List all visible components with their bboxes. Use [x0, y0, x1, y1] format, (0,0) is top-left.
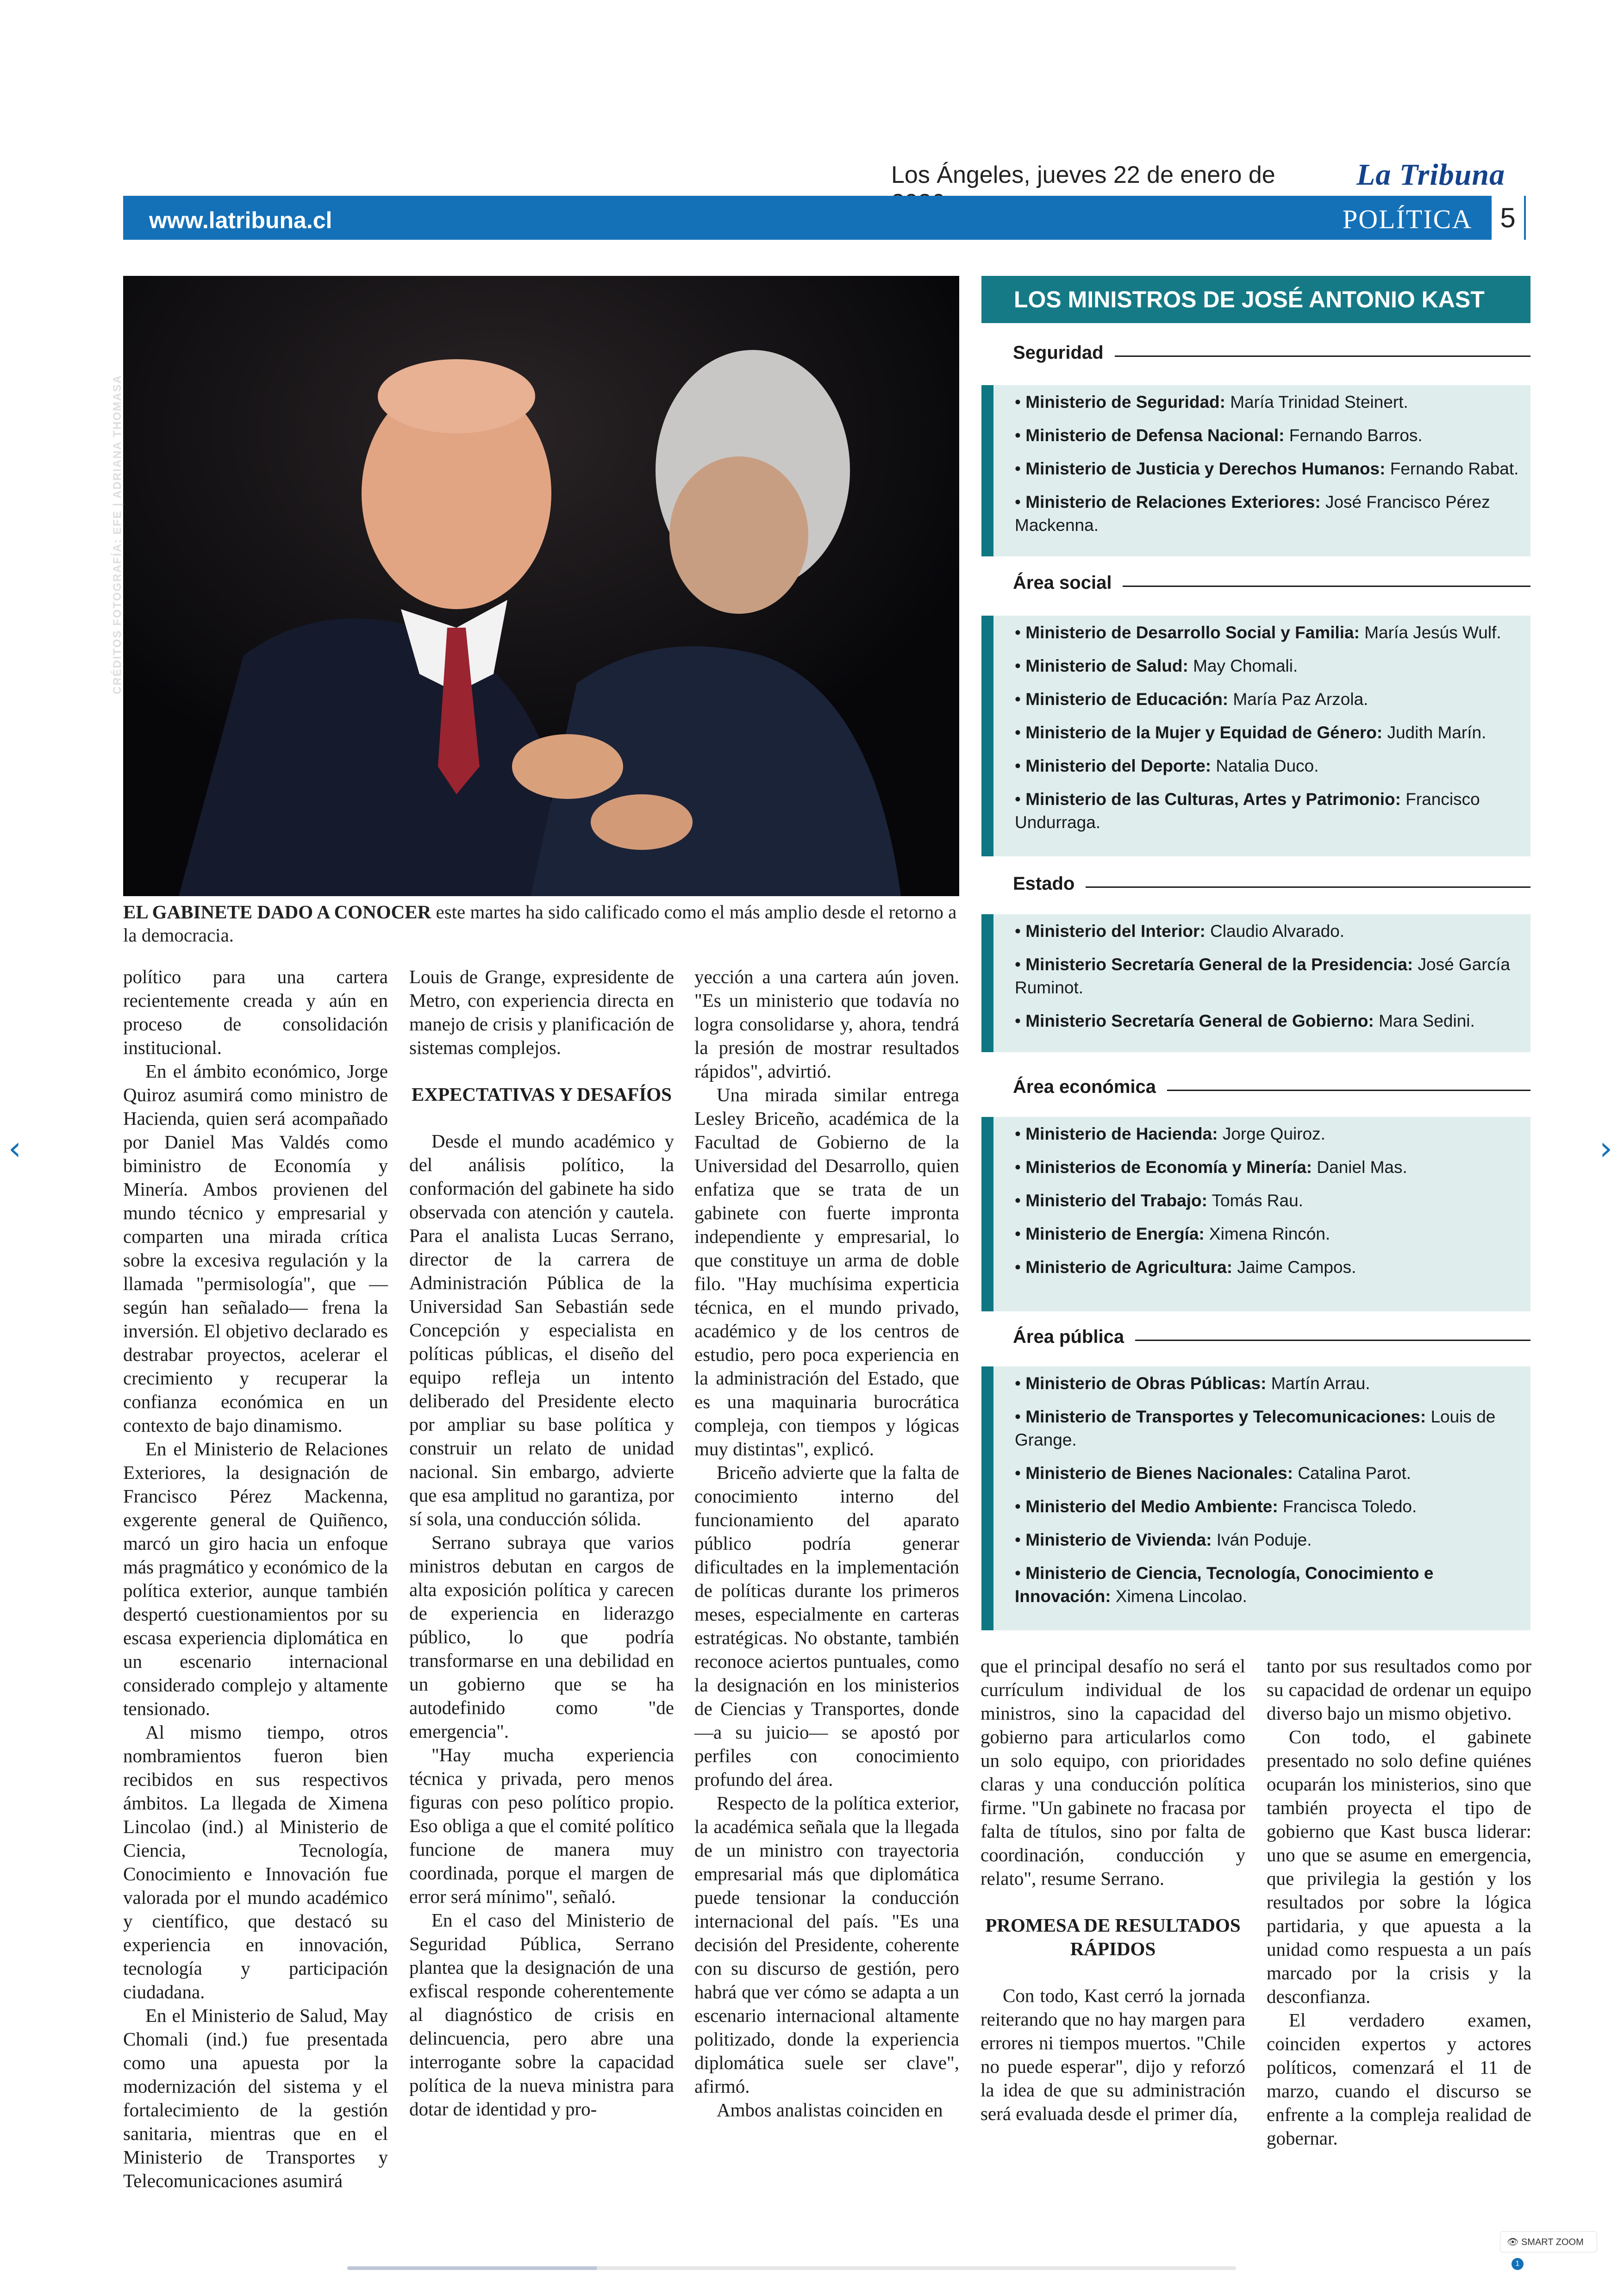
ministry-name: Ministerio de Agricultura:	[1025, 1258, 1233, 1277]
bullet-icon: •	[1015, 1374, 1026, 1393]
ministers-group	[981, 914, 1530, 1052]
next-page-arrow-icon[interactable]: ›	[1599, 1129, 1612, 1167]
minister-entry	[1015, 788, 1520, 834]
article-paragraph: Con todo, el gabinete presentado no solo define quiénes ocuparán los ministerios, sino que también proyecta el tipo de gobierno que Kast busca liderar: uno que se asume en emergencia, que privilegia la gestión y los resultados por sobre la lógica partidaria, y que apuesta a la unidad como respuesta a un país marcado por la crisis y la desconfianza.	[1267, 1726, 1531, 2007]
article-paragraph: yección a una cartera aún joven. "Es un ministerio que todavía no logra consolidarse y, ahora, tendrá la presión de mostrar resultados rápidos", advirtió.	[694, 966, 959, 1082]
ministry-name: Ministerio de Educación:	[1025, 690, 1229, 709]
minister-entry	[1015, 457, 1520, 480]
article-paragraph: Briceño advierte que la falta de conocimiento interno del funcionamiento del aparato público podría generar dificultades en la implementación de políticas durante los primeros meses, especialmente en carteras estratégicas. No obstante, también reconoce aciertos puntuales, como la designación en los ministerios de Ciencias y Transportes, donde —a su juicio— se apostó por perfiles con conocimiento profundo del área.	[694, 1462, 959, 1790]
bullet-icon: •	[1015, 756, 1026, 775]
bullet-icon: •	[1015, 690, 1026, 709]
article-paragraph: que el principal desafío no será el currículum individual de los ministros, sino la capacidad del gobierno para articularlos como un solo equipo, con prioridades claras y una conducción política firme. "Un gabinete no fracasa por falta de títulos, sino por falta de coordinación, conducción y relato", resume Serrano.	[981, 1655, 1245, 1889]
zoom-badge: 1	[1512, 2258, 1524, 2270]
previous-page-arrow-icon[interactable]: ‹	[8, 1129, 21, 1167]
article-paragraph: El verdadero examen, coinciden expertos y actores políticos, comenzará el 11 de marzo, cuando el discurso se enfrente a la compleja realidad de gobernar.	[1267, 2009, 1531, 2149]
article-column-4	[981, 1654, 1245, 2126]
ministry-name: Ministerio de Vivienda:	[1025, 1530, 1212, 1549]
minister-name: José García Ruminot.	[1015, 955, 1510, 997]
article-paragraph: Ambos analistas coinciden en	[717, 2099, 943, 2120]
category-rule	[1123, 586, 1530, 587]
smart-zoom-button[interactable]	[1500, 2231, 1597, 2268]
ministry-name: Ministerio Secretaría General de Gobierno:	[1025, 1011, 1374, 1030]
category-heading: Estado	[1013, 873, 1075, 894]
article-column-3	[694, 965, 959, 2122]
article-column-5	[1267, 1654, 1531, 2150]
minister-entry	[1015, 688, 1520, 711]
article-column-1	[123, 965, 388, 2193]
minister-name: María Jesús Wulf.	[1364, 623, 1501, 642]
newspaper-logo: La Tribuna	[1356, 158, 1505, 192]
smart-zoom-label: SMART ZOOM	[1521, 2237, 1584, 2247]
minister-name: Claudio Alvarado.	[1210, 922, 1345, 941]
minister-name: May Chomali.	[1193, 656, 1298, 675]
bullet-icon: •	[1015, 426, 1026, 445]
article-paragraph: En el Ministerio de Relaciones Exteriores, la designación de Francisco Pérez Mackenna, exgerente general de Quiñenco, marcó un giro hacia un enfoque más pragmático y económico de la política exterior, aunque también despertó cuestionamientos por su escasa experiencia diplomática en un escenario internacional considerado complejo y altamente tensionado.	[123, 1438, 388, 1719]
ministry-name: Ministerio del Interior:	[1025, 922, 1206, 941]
minister-entry	[1015, 1528, 1520, 1552]
category-rule	[1115, 355, 1530, 357]
bullet-icon: •	[1015, 393, 1026, 412]
minister-entry	[1015, 1372, 1520, 1395]
article-paragraph: Serrano subraya que varios ministros debutan en cargos de alta exposición política y carecen de experiencia en liderazgo público, lo que podría transformarse en una debilidad en un gobierno que se ha autodefinido como "de emergencia".	[409, 1532, 674, 1742]
minister-name: José Francisco Pérez Mackenna.	[1015, 493, 1490, 535]
article-paragraph: En el ámbito económico, Jorge Quiroz asumirá como ministro de Hacienda, quien será acompañado por Daniel Mas Valdés como biministro de Economía y Minería. Ambos provienen del mundo técnico y empresarial y comparten una mirada crítica sobre la excesiva regulación y la llamada "permisología", que —según han señalado— frena la inversión. El objetivo declarado es destrabar proyectos, acelerar el crecimiento y recuperar la confianza económica en un contexto de bajo dinamismo.	[123, 1060, 388, 1436]
ministry-name: Ministerio de la Mujer y Equidad de Género:	[1025, 723, 1383, 742]
bullet-icon: •	[1015, 623, 1026, 642]
ministry-name: Ministerio de Energía:	[1025, 1224, 1205, 1243]
article-paragraph: En el Ministerio de Salud, May Chomali (ind.) fue presentada como una apuesta por la modernización del sistema y el fortalecimiento de la gestión sanitaria, mientras que en el Ministerio de Transportes y Telecomunicaciones asumirá	[123, 2005, 388, 2191]
ministers-box-title: LOS MINISTROS DE JOSÉ ANTONIO KAST	[981, 276, 1530, 323]
ministry-name: Ministerio de Relaciones Exteriores:	[1025, 493, 1321, 511]
main-photo	[123, 276, 959, 896]
photo-credit: CRÉDITOS FOTOGRAFÍA: EFE | ADRIANA THOMASA	[111, 374, 124, 694]
bullet-icon: •	[1015, 1224, 1026, 1243]
minister-entry	[1015, 1405, 1520, 1452]
bullet-icon: •	[1015, 790, 1026, 809]
bullet-icon: •	[1015, 459, 1026, 478]
article-paragraph: Louis de Grange, expresidente de Metro, con experiencia directa en manejo de crisis y planificación de sistemas complejos.	[409, 966, 674, 1058]
article-paragraph: político para una cartera recientemente creada y aún en proceso de consolidación institucional.	[123, 966, 388, 1058]
page-number: 5	[1492, 196, 1526, 240]
category-rule	[1086, 886, 1530, 888]
minister-name: Tomás Rau.	[1212, 1191, 1303, 1210]
minister-name: Francisco Undurraga.	[1015, 790, 1480, 832]
minister-entry	[1015, 491, 1520, 537]
minister-name: Iván Poduje.	[1216, 1530, 1312, 1549]
minister-entry	[1015, 1256, 1520, 1279]
photo-illustration	[123, 276, 959, 896]
minister-entry	[1015, 1562, 1520, 1608]
article-subheading: PROMESA DE RESULTADOS RÁPIDOS	[985, 1915, 1241, 1959]
minister-entry	[1015, 424, 1520, 447]
article-paragraph: Una mirada similar entrega Lesley Briceño, académica de la Facultad de Gobierno de la Universidad del Desarrollo, quien enfatiza que se trata de un gabinete con fuerte impronta independiente y empresarial, lo que constituye un arma de doble filo. "Hay muchísima experticia técnica, en el mundo privado, académico y de los centros de estudio, pero poca experiencia en la administración del Estado, que es una maquinaria burocrática compleja, con tiempos y lógicas muy distintas", explicó.	[694, 1084, 959, 1459]
bullet-icon: •	[1015, 1497, 1026, 1516]
minister-entry	[1015, 1156, 1520, 1179]
article-paragraph: Respecto de la política exterior, la académica señala que la llegada de un ministro con trayectoria empresarial más que diplomática puede tensionar la conducción internacional del país. "Es una decisión del Presidente, coherente con su discurso de gestión, pero habrá que ver cómo se adapta a un escenario internacional altamente politizado, donde la experiencia diplomática suele ser clave", afirmó.	[694, 1792, 959, 2097]
minister-name: Jaime Campos.	[1237, 1258, 1356, 1277]
bullet-icon: •	[1015, 1564, 1026, 1583]
caption-text: este martes ha sido calificado como el más amplio desde el retorno a la democracia.	[123, 901, 957, 946]
article-paragraph: tanto por sus resultados como por su capacidad de ordenar un equipo diverso bajo un mismo objetivo.	[1267, 1655, 1531, 1724]
category-rule	[1167, 1090, 1530, 1091]
ministry-name: Ministerio de Obras Públicas:	[1025, 1374, 1267, 1393]
ministry-name: Ministerio de Desarrollo Social y Familia:	[1025, 623, 1360, 642]
category-heading: Área social	[1013, 573, 1112, 593]
ministry-name: Ministerios de Economía y Minería:	[1025, 1158, 1312, 1177]
bullet-icon: •	[1015, 1124, 1026, 1143]
minister-entry	[1015, 1189, 1520, 1212]
ministry-name: Ministerio de Bienes Nacionales:	[1025, 1464, 1293, 1483]
category-heading: Área pública	[1013, 1327, 1124, 1347]
bullet-icon: •	[1015, 1191, 1026, 1210]
ministry-name: Ministerio del Deporte:	[1025, 756, 1212, 775]
article-paragraph: Al mismo tiempo, otros nombramientos fueron bien recibidos en sus respectivos ámbitos. La llegada de Ximena Lincolao (ind.) al Ministerio de Ciencia, Tecnología, Conocimiento e Innovación fue valorada por el mundo académico y científico, que destacó su experiencia en innovación, tecnología y participación ciudadana.	[123, 1721, 388, 2002]
minister-name: Martín Arrau.	[1271, 1374, 1370, 1393]
ministry-name: Ministerio de Transportes y Telecomunicaciones:	[1025, 1407, 1426, 1426]
bullet-icon: •	[1015, 656, 1026, 675]
ministry-name: Ministerio del Medio Ambiente:	[1025, 1497, 1278, 1516]
minister-entry	[1015, 1123, 1520, 1146]
article-paragraph: "Hay mucha experiencia técnica y privada, pero menos figuras con peso político propio. Eso obliga a que el comité político funcione de manera muy coordinada, porque el margen de error será mínimo", señaló.	[409, 1744, 674, 1907]
minister-name: Natalia Duco.	[1216, 756, 1319, 775]
photo-caption	[123, 900, 959, 947]
eye-icon: 👁	[1507, 2237, 1519, 2247]
ministers-group	[981, 385, 1530, 556]
bullet-icon: •	[1015, 1158, 1026, 1177]
category-heading: Seguridad	[1013, 343, 1104, 363]
bullet-icon: •	[1015, 1530, 1026, 1549]
dateline: Los Ángeles, jueves 22 de enero de	[891, 162, 1275, 188]
ministry-name: Ministerio de Hacienda:	[1025, 1124, 1218, 1143]
minister-name: Jorge Quiroz.	[1222, 1124, 1325, 1143]
section-name: POLÍTICA	[1343, 204, 1473, 234]
bullet-icon: •	[1015, 955, 1026, 974]
minister-entry	[1015, 391, 1520, 414]
article-column-2	[409, 965, 674, 2121]
minister-entry	[1015, 1222, 1520, 1246]
article-paragraph: Con todo, Kast cerró la jornada reiterando que no hay margen para errores ni tiempos muertos. "Chile no puede esperar", dijo y reforzó la idea de que su administración será evaluada desde el primer día,	[981, 1985, 1245, 2124]
bullet-icon: •	[1015, 1011, 1026, 1030]
minister-name: Catalina Parot.	[1298, 1464, 1412, 1483]
minister-name: Mara Sedini.	[1379, 1011, 1475, 1030]
minister-name: Fernando Barros.	[1289, 426, 1423, 445]
minister-entry	[1015, 920, 1520, 943]
ministry-name: Ministerio de Salud:	[1025, 656, 1188, 675]
minister-name: Ximena Rincón.	[1209, 1224, 1330, 1243]
page-scroll-thumb[interactable]	[347, 2266, 597, 2270]
minister-entry	[1015, 1462, 1520, 1485]
site-url: www.latribuna.cl	[149, 207, 332, 233]
bullet-icon: •	[1015, 1464, 1026, 1483]
category-heading: Área económica	[1013, 1077, 1156, 1097]
minister-entry	[1015, 621, 1520, 644]
ministry-name: Ministerio Secretaría General de la Presidencia:	[1025, 955, 1413, 974]
article-paragraph: En el caso del Ministerio de Seguridad Pública, Serrano plantea que la designación de una exfiscal responde coherentemente al diagnóstico de crisis en delincuencia, pero abre una interrogante sobre la capacidad política de la nueva ministra para dotar de identidad y pro-	[409, 1909, 674, 2120]
minister-name: María Paz Arzola.	[1233, 690, 1368, 709]
bullet-icon: •	[1015, 922, 1026, 941]
ministry-name: Ministerio de Seguridad:	[1025, 393, 1225, 412]
ministry-name: Ministerio de Justicia y Derechos Humanos:	[1025, 459, 1386, 478]
article-subheading: EXPECTATIVAS Y DESAFÍOS	[412, 1084, 672, 1105]
minister-entry	[1015, 1495, 1520, 1518]
ministers-group	[981, 1366, 1530, 1630]
bullet-icon: •	[1015, 493, 1026, 511]
minister-entry	[1015, 953, 1520, 999]
minister-name: Judith Marín.	[1387, 723, 1487, 742]
ministry-name: Ministerio de Ciencia, Tecnología, Conocimiento e Innovación:	[1015, 1564, 1434, 1606]
minister-entry	[1015, 721, 1520, 744]
bullet-icon: •	[1015, 1407, 1026, 1426]
minister-name: Daniel Mas.	[1317, 1158, 1407, 1177]
article-paragraph: Desde el mundo académico y del análisis político, la conformación del gabinete ha sido observada con atención y cautela. Para el analista Lucas Serrano, director de la carrera de Administración Pública de la Universidad San Sebastián sede Concepción y especialista en políticas públicas, el diseño del equipo refleja un intento deliberado del Presidente electo por ampliar su base política y construir un relato de unidad nacional. Sin embargo, advierte que esa amplitud no garantiza, por sí sola, una conducción sólida.	[409, 1130, 674, 1529]
minister-entry	[1015, 1010, 1520, 1033]
bullet-icon: •	[1015, 723, 1026, 742]
ministry-name: Ministerio de Defensa Nacional:	[1025, 426, 1285, 445]
minister-name: Francisca Toledo.	[1282, 1497, 1417, 1516]
minister-entry	[1015, 655, 1520, 678]
minister-name: Ximena Lincolao.	[1115, 1587, 1247, 1606]
ministers-group	[981, 616, 1530, 856]
caption-lead: EL GABINETE DADO A CONOCER	[123, 901, 431, 923]
ministry-name: Ministerio de las Culturas, Artes y Patrimonio:	[1025, 790, 1401, 809]
minister-entry	[1015, 755, 1520, 778]
minister-name: María Trinidad Steinert.	[1230, 393, 1408, 412]
category-rule	[1135, 1340, 1530, 1341]
ministry-name: Ministerio del Trabajo:	[1025, 1191, 1207, 1210]
ministers-group	[981, 1117, 1530, 1311]
minister-name: Fernando Rabat.	[1390, 459, 1519, 478]
minister-name: Louis de Grange.	[1015, 1407, 1496, 1449]
bullet-icon: •	[1015, 1258, 1026, 1277]
